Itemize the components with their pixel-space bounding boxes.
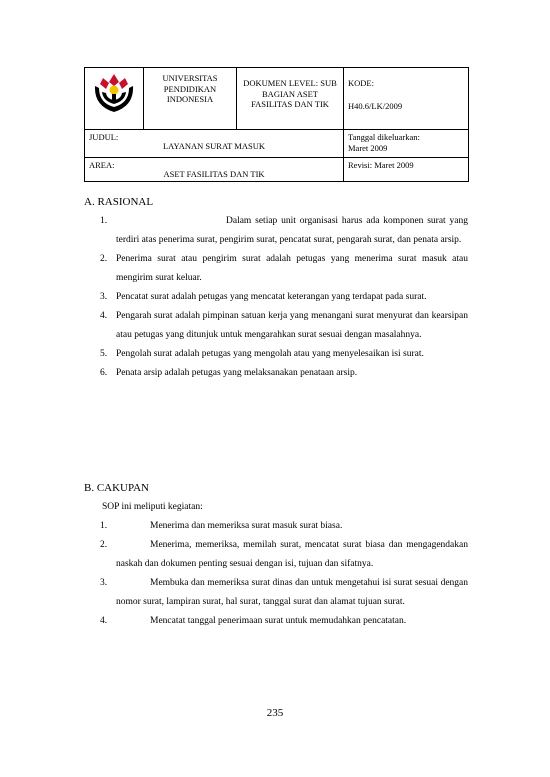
list-item	[102, 345, 468, 364]
document-level: DOKUMEN LEVEL: SUB BAGIAN ASET FASILITAS DAN TIK	[237, 68, 344, 130]
list-item	[102, 212, 468, 250]
list-item	[102, 536, 468, 574]
judul-label: JUDUL:	[89, 132, 119, 142]
revisi-value: Revisi: Maret 2009	[348, 160, 414, 170]
list-number: 1.	[100, 521, 108, 531]
list-text: Penata arsip adalah petugas yang melaksanakan penataan arsip.	[116, 368, 358, 378]
list-item	[102, 250, 468, 288]
page-number: 235	[266, 707, 284, 719]
list-item	[102, 307, 468, 345]
list-text: Pengarah surat adalah pimpinan satuan kerja yang menangani surat menyurat dan kearsipan atau petugas yang ditunjuk untuk mengarahkan surat sesuai dengan masalahnya.	[116, 311, 468, 340]
logo-cell	[85, 68, 144, 130]
list-text: Dalam setiap unit organisasi harus ada komponen surat yang terdiri atas penerima surat, pengirim surat, pencatat surat, pengarah surat, dan penata arsip.	[116, 216, 468, 245]
kode-cell	[344, 68, 469, 130]
list-number: 5.	[100, 349, 108, 359]
list-number: 2.	[100, 254, 108, 264]
section-b-heading: B. CAKUPAN	[84, 482, 150, 494]
list-item	[102, 364, 468, 383]
list-number: 6.	[100, 368, 108, 378]
university-name: UNIVERSITAS PENDIDIKAN INDONESIA	[144, 68, 237, 130]
section-a-body	[102, 212, 468, 383]
list-text: Membuka dan memeriksa surat dinas dan untuk mengetahui isi surat sesuai dengan nomor surat, lampiran surat, hal surat, tanggal surat dan alamat tujuan surat.	[116, 578, 468, 607]
list-number: 2.	[100, 540, 108, 550]
kode-value: H40.6/LK/2009	[348, 100, 403, 111]
list-item	[102, 517, 468, 536]
judul-cell	[85, 130, 344, 158]
kode-label: KODE:	[348, 78, 374, 88]
section-b-list	[102, 517, 468, 631]
list-item	[102, 288, 468, 307]
section-b-body	[102, 498, 468, 631]
list-text: Penerima surat atau pengirim surat adalah petugas yang menerima surat masuk atau mengirim surat keluar.	[116, 254, 468, 283]
judul-value: LAYANAN SURAT MASUK	[162, 140, 266, 151]
area-value: ASET FASILITAS DAN TIK	[163, 168, 265, 179]
list-number: 3.	[100, 578, 108, 588]
list-text: Menerima dan memeriksa surat masuk surat biasa.	[150, 521, 343, 531]
list-number: 1.	[100, 216, 108, 226]
list-text: Pengolah surat adalah petugas yang mengolah atau yang menyelesaikan isi surat.	[116, 349, 424, 359]
list-text: Menerima, memeriksa, memilah surat, mencatat surat biasa dan mengagendakan naskah dan dokumen penting sesuai dengan isi, tujuan dan sifatnya.	[116, 540, 468, 569]
list-item	[102, 574, 468, 612]
area-cell	[85, 158, 344, 182]
list-number: 3.	[100, 292, 108, 302]
list-number: 4.	[100, 311, 108, 321]
section-a-list	[102, 212, 468, 383]
list-text: Mencatat tanggal penerimaan surat untuk memudahkan pencatatan.	[150, 616, 407, 626]
list-text: Pencatat surat adalah petugas yang mencatat keterangan yang terdapat pada surat.	[116, 292, 427, 302]
upi-logo-icon	[89, 72, 139, 114]
tanggal-cell	[344, 130, 469, 158]
section-b-intro: SOP ini meliputi kegiatan:	[102, 502, 203, 512]
tanggal-value: Maret 2009	[348, 142, 388, 153]
tanggal-label: Tanggal dikeluarkan:	[348, 132, 420, 142]
document-header-table	[84, 67, 469, 182]
section-a-heading: A. RASIONAL	[84, 196, 154, 208]
list-item	[102, 612, 468, 631]
list-number: 4.	[100, 616, 108, 626]
revisi-cell	[344, 158, 469, 182]
area-label: AREA:	[89, 160, 115, 170]
